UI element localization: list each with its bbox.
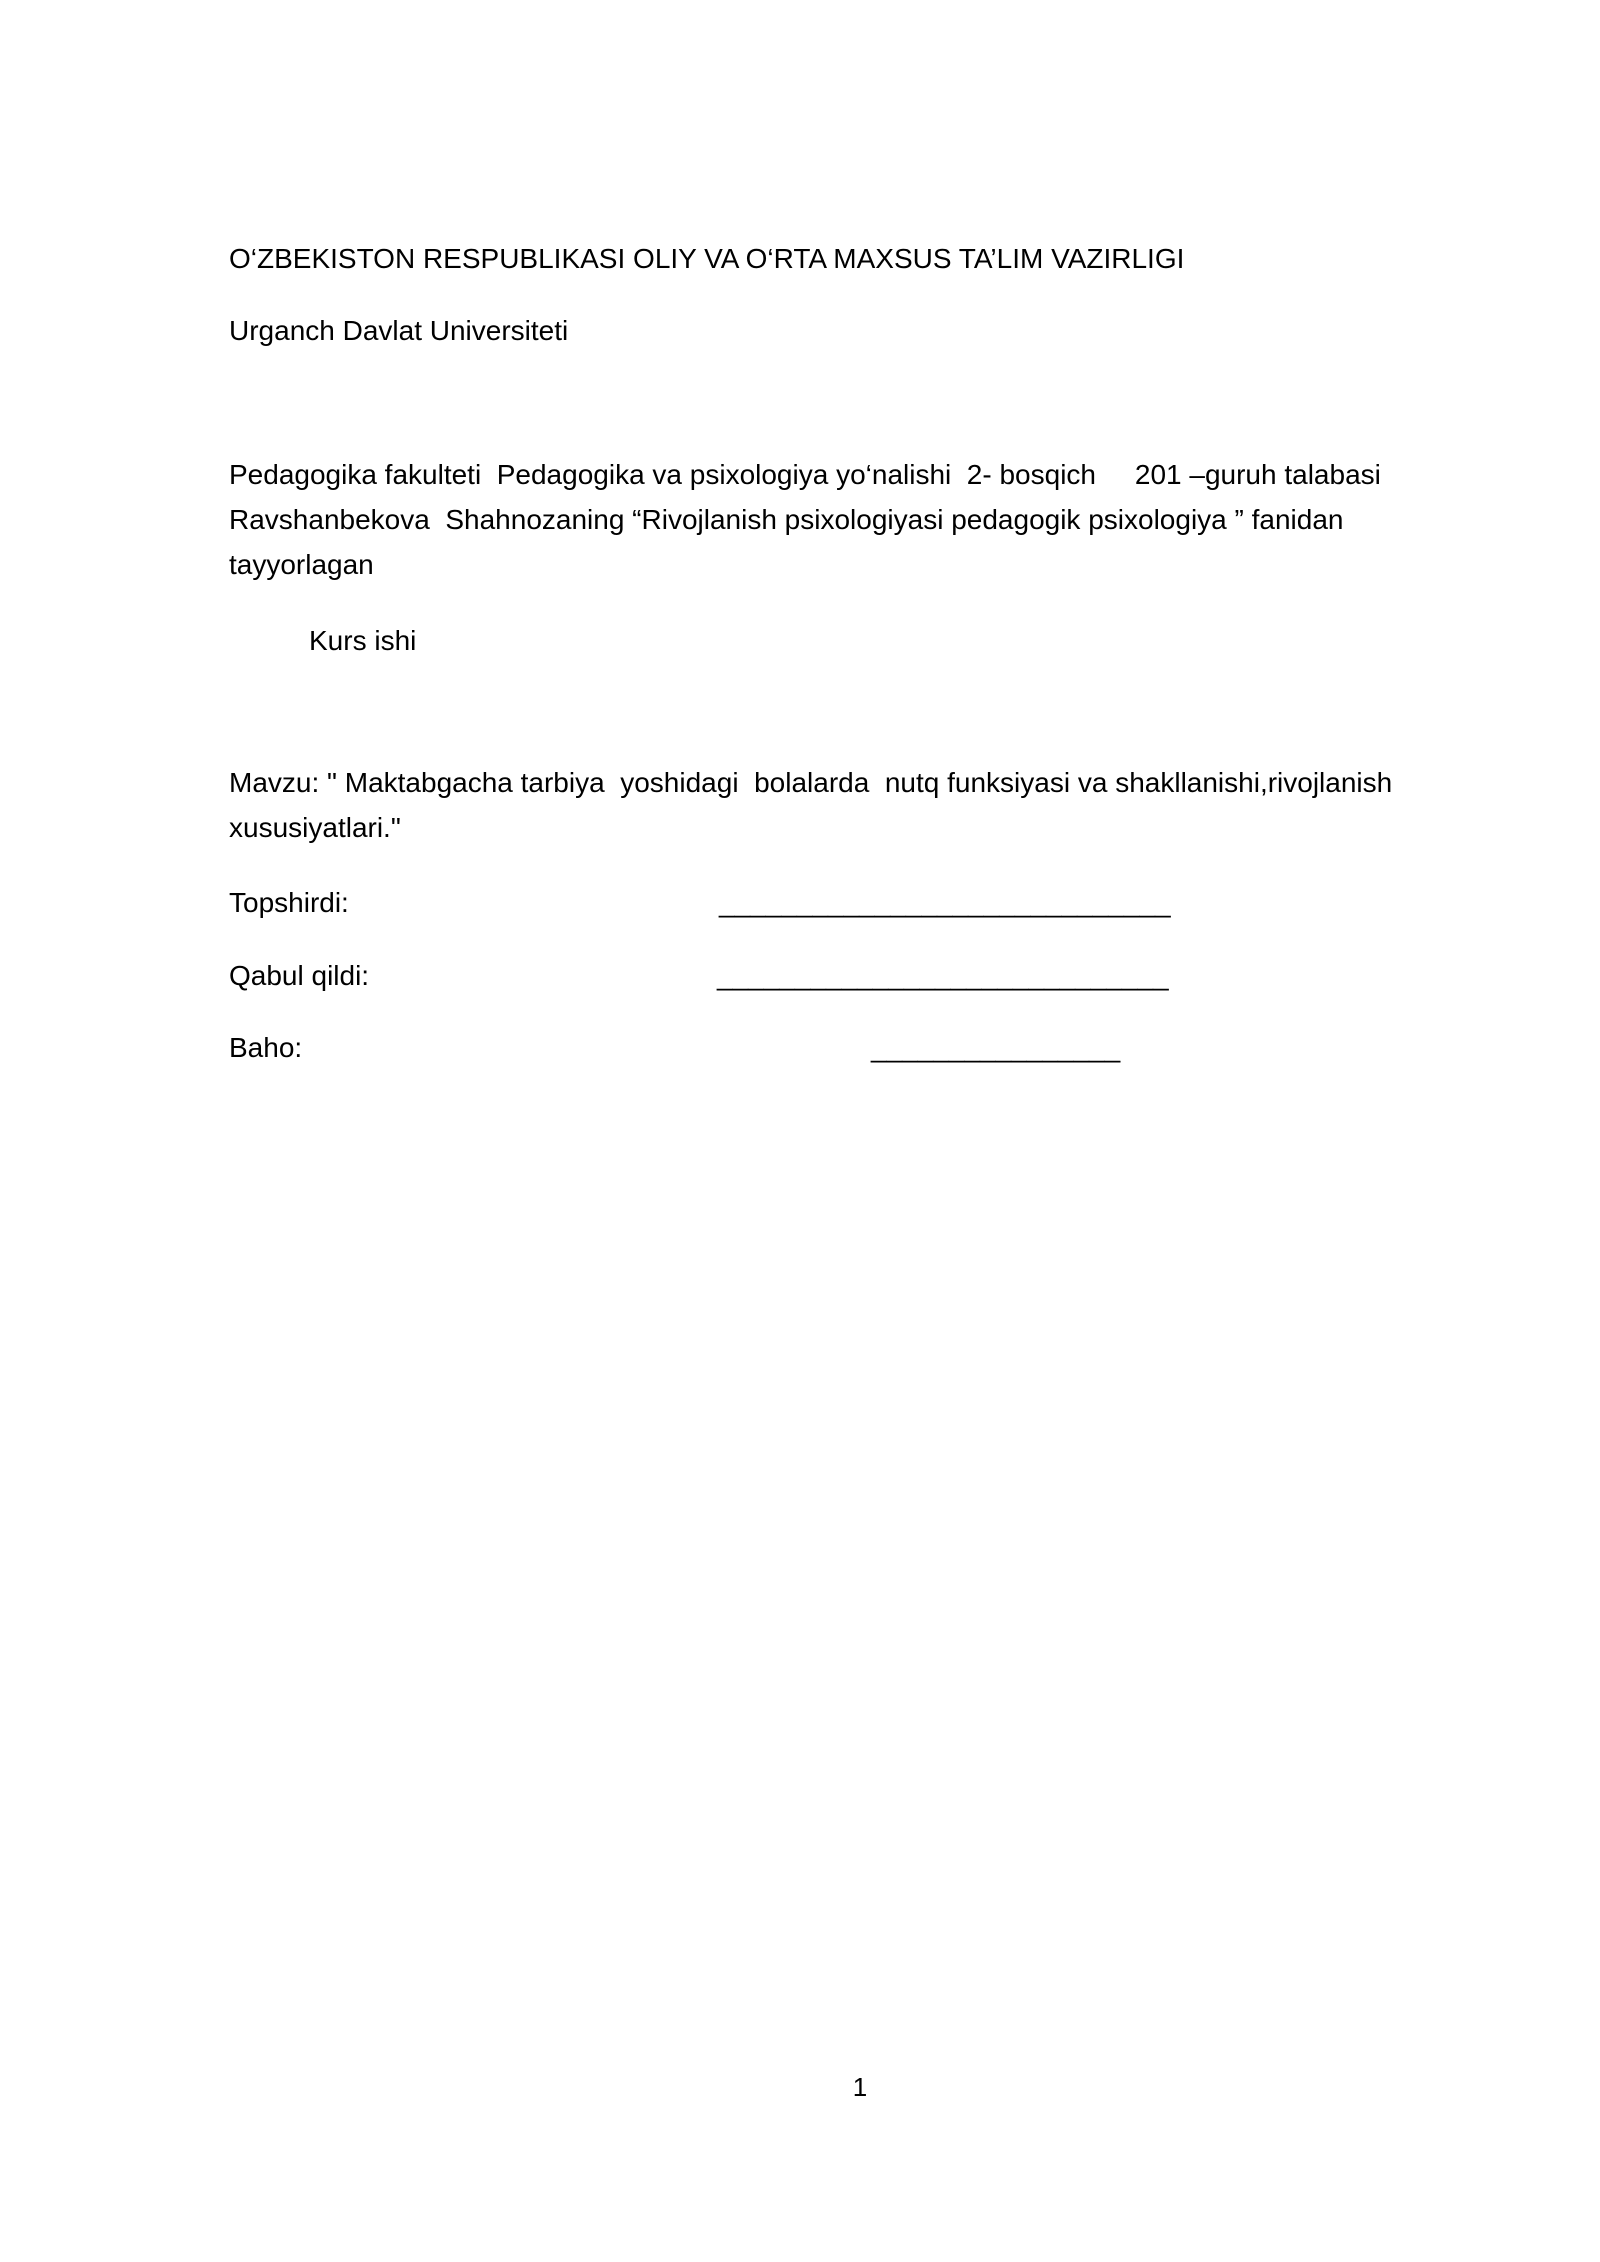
grade-blank: ________________ xyxy=(871,1032,1121,1063)
accepted-by-label: Qabul qildi: xyxy=(229,960,370,991)
student-info-paragraph: Pedagogika fakulteti Pedagogika va psixologiya yo‘nalishi 2- bosqich 201 –guruh talabasi Ravshanbekova Shahnozaning “Rivojlanish psixologiyasi pedagogik psixologiya ” fanidan tayyorlagan xyxy=(229,459,1389,580)
topic-paragraph: Mavzu: " Maktabgacha tarbiya yoshidagi bolalarda nutq funksiyasi va shakllanishi,rivojlanish xususiyatlari." xyxy=(229,767,1400,843)
submitted-by-label: Topshirdi: xyxy=(229,887,349,918)
accepted-by-blank: _____________________________ xyxy=(717,960,1169,991)
page-number: 1 xyxy=(852,2072,868,2102)
ministry-heading: O‘ZBEKISTON RESPUBLIKASI OLIY VA O‘RTA MAXSUS TA’LIM VAZIRLIGI xyxy=(229,243,1185,274)
work-type-label: Kurs ishi xyxy=(309,625,417,656)
submitted-by-blank: _____________________________ xyxy=(719,887,1171,918)
university-name: Urganch Davlat Universiteti xyxy=(229,315,569,346)
grade-label: Baho: xyxy=(229,1032,303,1063)
